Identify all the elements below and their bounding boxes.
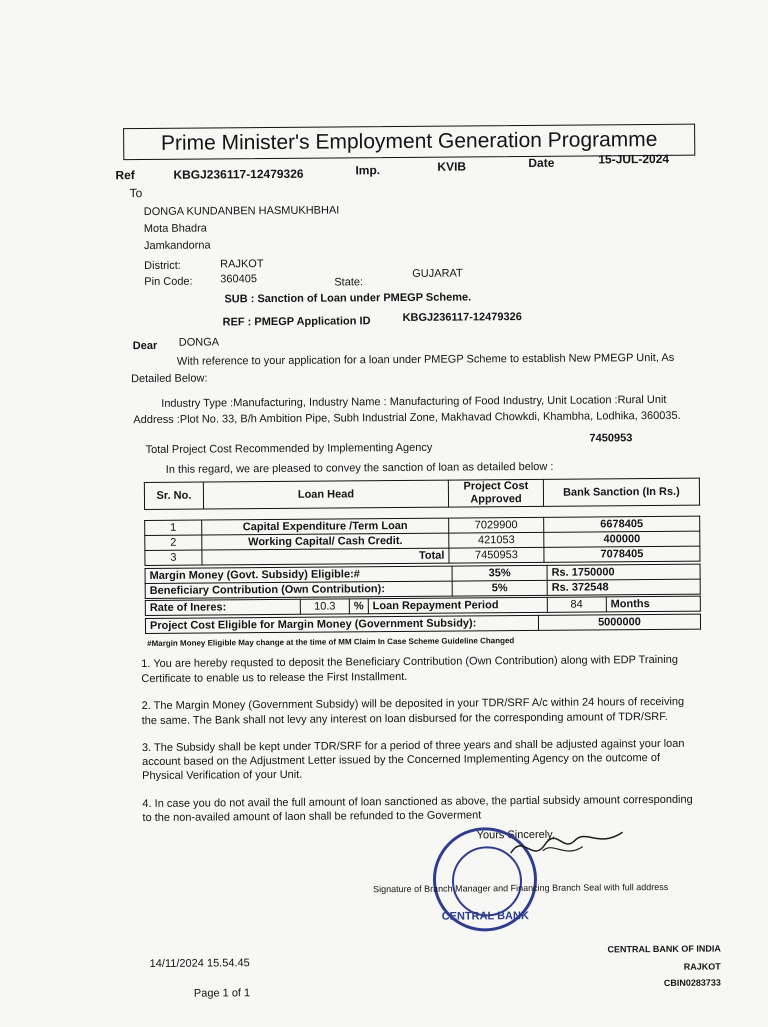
address-line1: Mota Bhadra [143,222,207,236]
table-row [145,546,700,565]
addressee-name: DONGA KUNDANBEN HASMUKHBHAI [143,204,340,219]
para-3b: account based on the Adjustment Letter issued by the Concerned Implementing Agency on the outcome of [142,751,661,769]
seal-text: CENTRAL BANK [441,910,529,923]
bank-name: CENTRAL BANK OF INDIA [607,943,721,955]
intro-text: With reference to your application for a loan under PMEGP Scheme to establish New PMEGP Unit, As [176,351,675,368]
repay-label: Loan Repayment Period [368,597,547,613]
pin-label: Pin Code: [144,275,193,289]
signature-label: Signature of Branch Manager and Financing Branch Seal with full address [373,881,669,895]
footnote: #Margin Money Eligible May change at the time of MM Claim In Case Scheme Guideline Changed [147,636,515,648]
rate-label: Rate of Ineres: [145,599,300,615]
margin-amount: Rs. 1750000 [547,564,700,580]
row-sanction: 400000 [544,531,700,547]
header-loan-head: Loan Head [203,480,448,509]
para-3c: Physical Verification of your Unit. [142,768,303,783]
dear-name: DONGA [178,336,220,349]
rate-row [145,596,700,615]
row-sr: 3 [145,550,202,565]
loan-rows-table [144,516,700,566]
header-cost-approved: Project Cost Approved [448,479,543,507]
para-3a: 3. The Subsidy shall be kept under TDR/SRF for a period of three years and shall be adjusted against your loan [141,737,685,755]
dear-label: Dear [132,339,158,353]
header-sr-no: Sr. No. [144,482,203,509]
ref-app-value: KBGJ236117-12479326 [402,311,522,324]
rate-table [145,596,701,616]
row-head: Working Capital/ Cash Credit. [202,533,449,550]
signature-mark [503,822,633,873]
total-cost-label: Total Project Cost Recommended by Implementing Agency [145,441,433,456]
beneficiary-pct: 5% [452,580,547,596]
beneficiary-label: Beneficiary Contribution (Own Contribution): [145,581,452,598]
pce-value: 5000000 [538,614,700,630]
pin-value: 360405 [220,273,258,286]
margin-table [145,564,701,599]
date-value: 15-JUL-2024 [598,151,670,167]
total-cost-value: 7450953 [589,432,633,445]
row-head: Capital Expenditure /Term Loan [202,518,449,535]
industry-address: Address :Plot No. 33, B/h Ambition Pipe, Subh Industrial Zone, Makhavad Chowkdi, Khambha, Lodhika, 360035. [133,409,681,427]
ref-app-label: REF : PMEGP Application ID [222,315,371,329]
to-label: To [129,186,143,201]
table-header-row [144,478,699,509]
row-cost: 421053 [449,532,544,548]
page-number: Page 1 of 1 [193,987,251,1000]
para-2b: the same. The Bank shall not levy any interest on loan disbursed for the corresponding amount of TDR/SRF. [141,710,668,728]
header-bank-sanction: Bank Sanction (In Rs.) [543,478,699,506]
bank-city: RAJKOT [683,961,721,972]
imp-value: KVIB [437,159,467,174]
convey-text: In this regard, we are pleased to convey the sanction of loan as detailed below : [165,460,554,476]
beneficiary-amount: Rs. 372548 [547,579,700,595]
imp-label: Imp. [355,163,381,178]
para-1b: Certificate to enable us to release the First Installment. [141,670,408,686]
subject-line: SUB : Sanction of Loan under PMEGP Scheme. [224,291,472,306]
industry-details: Industry Type :Manufacturing, Industry Name : Manufacturing of Food Industry, Unit Location :Rural Unit [161,393,667,410]
row-cost: 7450953 [449,547,544,563]
pce-label: Project Cost Eligible for Margin Money (Government Subsidy): [145,615,538,633]
row-sr: 2 [145,535,202,550]
row-sanction: 7078405 [544,546,700,562]
intro-text-2: Detailed Below: [130,372,208,386]
para-4b: to the non-availed amount of laon shall be refunded to the Goverment [142,809,482,825]
loan-table [144,478,700,510]
bank-code: CBIN0283733 [663,977,721,988]
page-title: Prime Minister's Employment Generation Programme [123,124,695,160]
yours-sincerely: Yours Sincerely, [476,828,555,842]
pct-sign: % [349,599,368,614]
rate-value: 10.3 [300,599,349,614]
date-label: Date [528,155,555,170]
para-1a: 1. You are hereby requsted to deposit the Beneficiary Contribution (Own Contribution) along with EDP Training [141,653,678,671]
pce-table [145,614,701,634]
state-label: State: [334,276,364,289]
repay-value: 84 [547,597,606,612]
district-label: District: [144,259,181,273]
ref-value: KBGJ236117-12479326 [173,166,304,182]
para-4a: 4. In case you do not avail the full amount of loan sanctioned as above, the partial subsidy amount corresponding [142,793,693,811]
row-head: Total [202,548,449,565]
months-label: Months [606,596,700,612]
row-sr: 1 [145,520,202,535]
print-timestamp: 14/11/2024 15.54.45 [149,957,250,970]
district-value: RAJKOT [220,258,264,271]
para-2a: 2. The Margin Money (Government Subsidy) will be deposited in your TDR/SRF A/c within 24 hours of receiving [141,695,685,713]
margin-pct: 35% [452,565,547,581]
state-value: GUJARAT [412,267,463,280]
margin-label: Margin Money (Govt. Subsidy) Eligible:# [145,566,452,583]
pce-row [145,614,700,633]
ref-label: Ref [115,168,135,183]
row-sanction: 6678405 [544,516,700,532]
address-line2: Jamkandorna [143,239,211,253]
row-cost: 7029900 [449,517,544,533]
